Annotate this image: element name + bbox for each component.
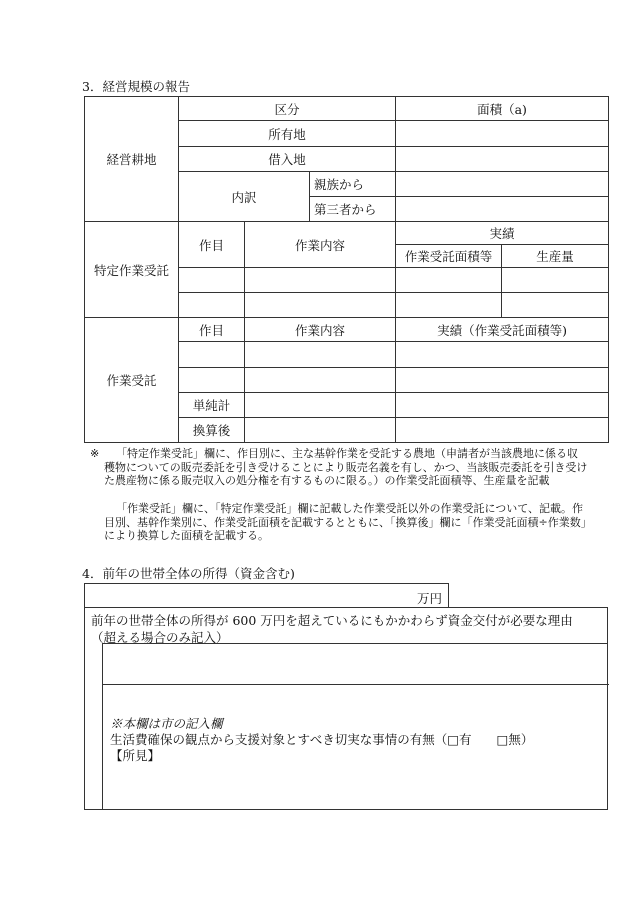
farmland-label: 経営耕地 xyxy=(85,97,179,222)
circumstance-question: 生活費確保の観点から支援対象とすべき切実な事情の有無（□有 □無） xyxy=(110,732,534,747)
reason-inner-box xyxy=(102,643,608,810)
crop-cell[interactable] xyxy=(179,368,245,393)
note-2: 「作業受託」欄に、「特定作業受託」欄に記載した作業受託以外の作業受託について、記載。作目別、基幹作業別に、作業受託面積を記載するとともに、「換算後」欄に「作業受託面積÷作業数」により換算した面積を記載する。 xyxy=(104,502,587,542)
reason-sub-label: （超える場合のみ記入） xyxy=(91,630,229,645)
results-area-header: 実績（作業受託面積等) xyxy=(396,318,609,342)
section4-heading: 4．前年の世帯全体の所得（資金含む) xyxy=(82,566,295,581)
reason-entry-field[interactable] xyxy=(103,644,609,685)
income-unit: 万円 xyxy=(416,591,442,606)
opinion-label: 【所見】 xyxy=(110,748,161,763)
area-header: 面積（a) xyxy=(396,97,609,121)
breakdown-label: 内訳 xyxy=(179,172,310,222)
simple-total-cell[interactable] xyxy=(245,393,396,418)
section3-heading: 3．経営規模の報告 xyxy=(82,79,190,94)
work-content-header: 作業内容 xyxy=(245,222,396,268)
family-area-cell[interactable] xyxy=(396,172,609,197)
owned-area-cell[interactable] xyxy=(396,121,609,147)
work-area-cell[interactable] xyxy=(396,268,502,293)
family-label: 親族から xyxy=(310,172,396,197)
converted-label: 換算後 xyxy=(179,418,245,443)
work-content-cell[interactable] xyxy=(245,268,396,293)
results-area-cell[interactable] xyxy=(396,368,609,393)
work-content-cell[interactable] xyxy=(245,368,396,393)
work-content-cell[interactable] xyxy=(245,342,396,368)
owned-label: 所有地 xyxy=(179,121,396,147)
contract-work-label: 作業受託 xyxy=(85,318,179,443)
kubun-header: 区分 xyxy=(179,97,396,121)
reason-label: 前年の世帯全体の所得が 600 万円を超えているにもかかわらず資金交付が必要な理由 xyxy=(91,613,573,628)
results-header: 実績 xyxy=(396,222,609,245)
production-header: 生産量 xyxy=(502,245,609,268)
work-content-header: 作業内容 xyxy=(245,318,396,342)
work-area-cell[interactable] xyxy=(396,293,502,318)
third-party-area-cell[interactable] xyxy=(396,197,609,222)
converted-cell[interactable] xyxy=(245,418,396,443)
simple-total-label: 単純計 xyxy=(179,393,245,418)
crop-cell[interactable] xyxy=(179,293,245,318)
crop-cell[interactable] xyxy=(179,342,245,368)
income-amount-field[interactable] xyxy=(84,583,449,608)
reason-box xyxy=(84,607,608,810)
production-cell[interactable] xyxy=(502,268,609,293)
results-area-cell[interactable] xyxy=(396,342,609,368)
crop-cell[interactable] xyxy=(179,268,245,293)
specified-work-label: 特定作業受託 xyxy=(85,222,179,318)
crop-header: 作目 xyxy=(179,318,245,342)
work-content-cell[interactable] xyxy=(245,293,396,318)
simple-total-area-cell[interactable] xyxy=(396,393,609,418)
third-party-label: 第三者から xyxy=(310,197,396,222)
crop-header: 作目 xyxy=(179,222,245,268)
note-1: 「特定作業受託」欄に、作目別に、主な基幹作業を受託する農地（申請者が当該農地に係る収穫物についての販売委託を引き受けることにより販売名義を有し、かつ、当該販売委託を引き受けた農産物に係る販売収入の処分権を有するものに限る。）の作業受託面積等、生産量を記載 xyxy=(104,447,588,487)
converted-area-cell[interactable] xyxy=(396,418,609,443)
city-only-note: ※本欄は市の記入欄 xyxy=(110,716,223,731)
work-area-header: 作業受託面積等 xyxy=(396,245,502,268)
production-cell[interactable] xyxy=(502,293,609,318)
leased-label: 借入地 xyxy=(179,147,396,172)
management-scale-table xyxy=(84,96,609,443)
note-mark: ※ xyxy=(90,447,100,460)
leased-area-cell[interactable] xyxy=(396,147,609,172)
